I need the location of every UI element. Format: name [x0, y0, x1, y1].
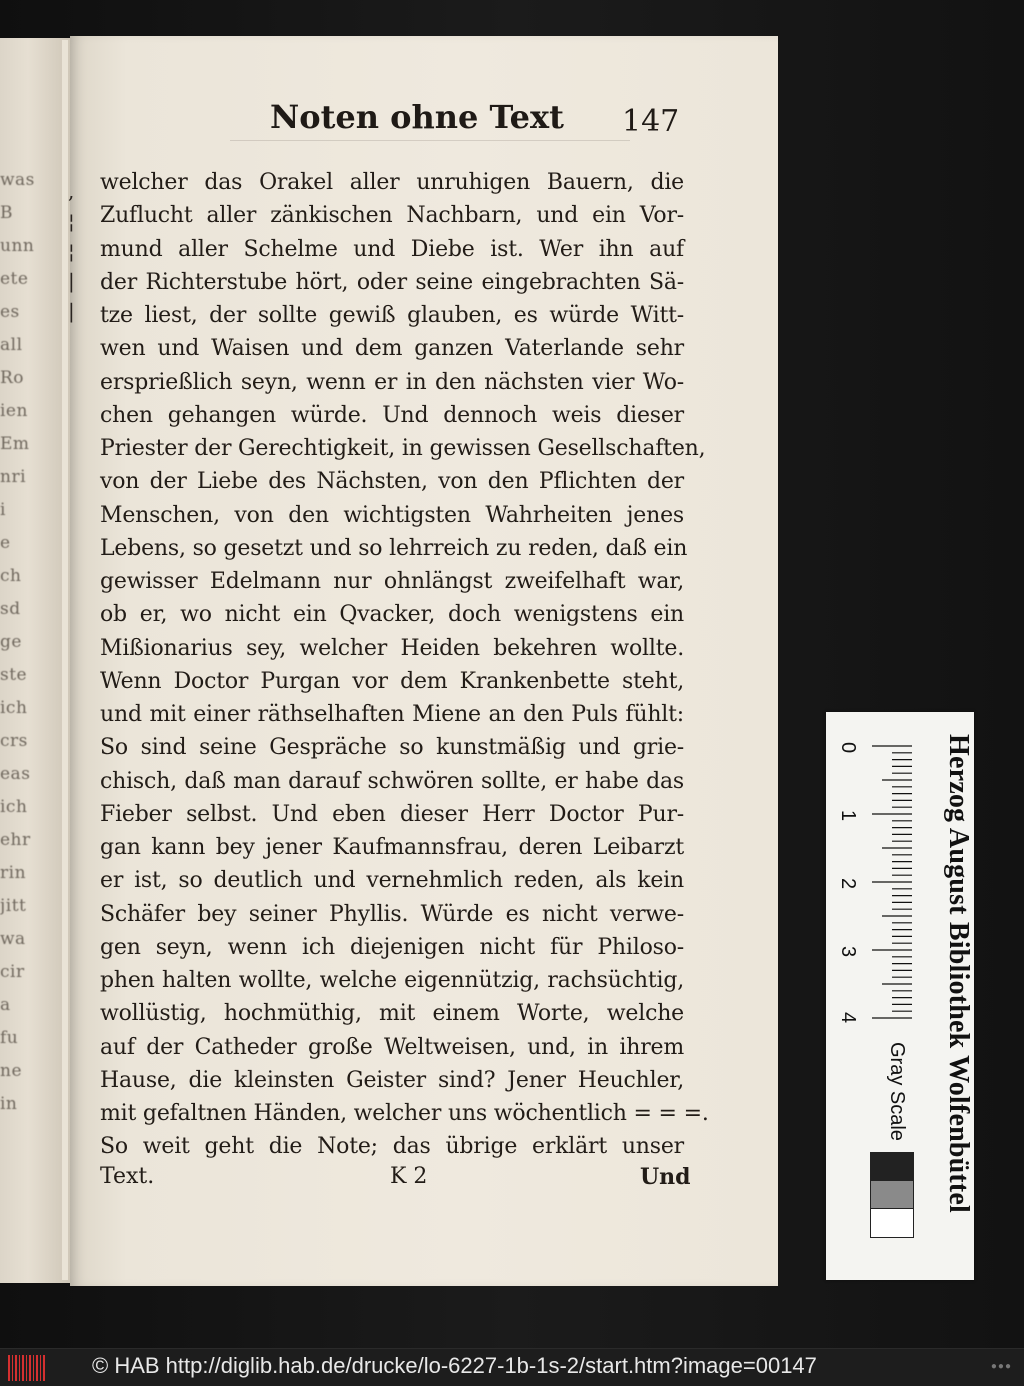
text-line: auf der Catheder große Weltweisen, und, in ihrem [100, 1034, 684, 1060]
gray-swatch-light [870, 1208, 914, 1238]
text-line: gen seyn, wenn ich diejenigen nicht für Philoso- [100, 934, 684, 960]
margin-marks: , ¦ ¦ | | [68, 179, 75, 323]
text-line: phen halten wollte, welche eigennützig, rachsüchtig, [100, 968, 684, 993]
facing-page-fragment: ehr [0, 830, 31, 850]
facing-page-fragment: cir [0, 962, 25, 982]
text-line: der Richterstube hört, oder seine eingebrachten Sä- [100, 269, 684, 295]
facing-page-fragment: crs [0, 731, 28, 751]
text-line: Wenn Doctor Purgan vor dem Krankenbette steht, [100, 668, 684, 694]
text-line: und mit einer räthselhaften Miene an den Puls fühlt: [100, 702, 684, 727]
footer-bar [0, 1348, 1024, 1386]
facing-page-fragment: ich [0, 698, 28, 718]
institution-name: Herzog August Bibliothek Wolfenbüttel [943, 734, 974, 1214]
gray-swatch-dark [870, 1152, 914, 1182]
text-line: von der Liebe des Nächsten, von den Pflichten der [100, 469, 684, 495]
catch-line [100, 1164, 691, 1200]
facing-page-fragment: sd [0, 599, 21, 619]
text-line: Priester der Gerechtigkeit, in gewissen Gesellschaften, [100, 436, 706, 461]
facing-page-strip [0, 38, 70, 1283]
head-rule [230, 140, 630, 141]
text-line: Hause, die kleinsten Geister sind? Jener Heuchler, [100, 1067, 684, 1093]
permalink[interactable]: © HAB http://diglib.hab.de/drucke/lo-6227-1b-1s-2/start.htm?image=00147 [92, 1353, 817, 1378]
facing-page-fragment: e [0, 533, 11, 553]
gray-scale-label: Gray Scale [886, 1042, 908, 1141]
text-line: gan kann bey jener Kaufmannsfrau, deren Leibarzt [100, 835, 684, 860]
text-line: Mißionarius sey, welcher Heiden bekehren wollte. [100, 635, 684, 661]
text-line: chisch, daß man darauf schwören sollte, er habe das [100, 768, 684, 794]
facing-page-fragment: ste [0, 665, 28, 685]
facing-page-fragment: ne [0, 1061, 23, 1081]
scale-number: 1 [837, 809, 860, 822]
facing-page-fragment: fu [0, 1028, 19, 1048]
facing-page-fragment: ete [0, 269, 29, 289]
gray-swatch-mid [870, 1180, 914, 1210]
facing-page-fragment: in [0, 1094, 18, 1114]
facing-page-fragment: B [0, 203, 13, 223]
facing-page-fragment: eas [0, 764, 31, 784]
facing-page-fragment: Ro [0, 368, 25, 388]
facing-page-fragment: ien [0, 401, 28, 421]
facing-page-fragment: a [0, 995, 11, 1015]
text-line: gewisser Edelmann nur ohnlängst zweifelhaft war, [100, 569, 684, 594]
text-line: ob er, wo nicht ein Qvacker, doch wenigstens ein [100, 602, 684, 628]
signature-mark: K 2 [390, 1164, 428, 1189]
text-line: Schäfer bey seiner Phyllis. Würde es nicht verwe- [100, 901, 684, 927]
scale-number: 2 [837, 877, 860, 890]
scale-number: 4 [837, 1011, 860, 1024]
facing-page-fragment: ge [0, 632, 22, 652]
color-scale-card [826, 712, 974, 1280]
text-line: chen gehangen würde. Und dennoch weis dieser [100, 402, 684, 428]
book-page [70, 36, 778, 1286]
text-line: mund aller Schelme und Diebe ist. Wer ihn auf [100, 236, 684, 262]
last-line-word: Text. [100, 1164, 155, 1189]
facing-page-fragment: Em [0, 434, 30, 454]
facing-page-fragment: was [0, 170, 35, 190]
facing-page-fragment: wa [0, 929, 26, 949]
page-number: 147 [622, 104, 680, 139]
barcode-icon [8, 1355, 46, 1381]
text-line: ersprießlich seyn, wenn er in den nächsten vier Wo- [100, 369, 684, 395]
scale-number: 0 [837, 741, 860, 754]
facing-page-fragment: i [0, 500, 6, 520]
facing-page-fragment: ch [0, 566, 22, 586]
running-head: Noten ohne Text [270, 98, 564, 136]
facing-page-fragment: nri [0, 467, 27, 487]
text-line: wen und Waisen und dem ganzen Vaterlande sehr [100, 336, 684, 362]
text-line: mit gefaltnen Händen, welcher uns wöchentlich = = =. [100, 1101, 709, 1126]
facing-page-fragment: all [0, 335, 23, 355]
more-icon[interactable]: ●●● [990, 1361, 1012, 1372]
facing-page-fragment: rin [0, 863, 27, 883]
text-line: welcher das Orakel aller unruhigen Bauern, die [100, 170, 684, 195]
text-line: Fieber selbst. Und eben dieser Herr Doctor Pur- [100, 801, 684, 827]
text-line: er ist, so deutlich und vernehmlich reden, als kein [100, 868, 684, 894]
facing-page-fragment: es [0, 302, 20, 322]
facing-page-fragment: jitt [0, 896, 27, 916]
text-line: Menschen, von den wichtigsten Wahrheiten jenes [100, 502, 684, 528]
text-line: So weit geht die Note; das übrige erklärt unser [100, 1134, 684, 1160]
body-text [100, 166, 709, 1164]
facing-page-fragment: ich [0, 797, 28, 817]
facing-page-fragment: unn [0, 236, 35, 256]
text-line: tze liest, der sollte gewiß glauben, es würde Witt- [100, 303, 684, 328]
catchword: Und [640, 1164, 691, 1190]
text-line: wollüstig, hochmüthig, mit einem Worte, welche [100, 1001, 684, 1027]
text-line: Zuflucht aller zänkischen Nachbarn, und ein Vor- [100, 203, 684, 229]
text-line: Lebens, so gesetzt und so lehrreich zu reden, daß ein [100, 535, 688, 561]
ruler [842, 742, 912, 1042]
text-line: So sind seine Gespräche so kunstmäßig und grie- [100, 735, 684, 761]
scale-number: 3 [837, 945, 860, 958]
